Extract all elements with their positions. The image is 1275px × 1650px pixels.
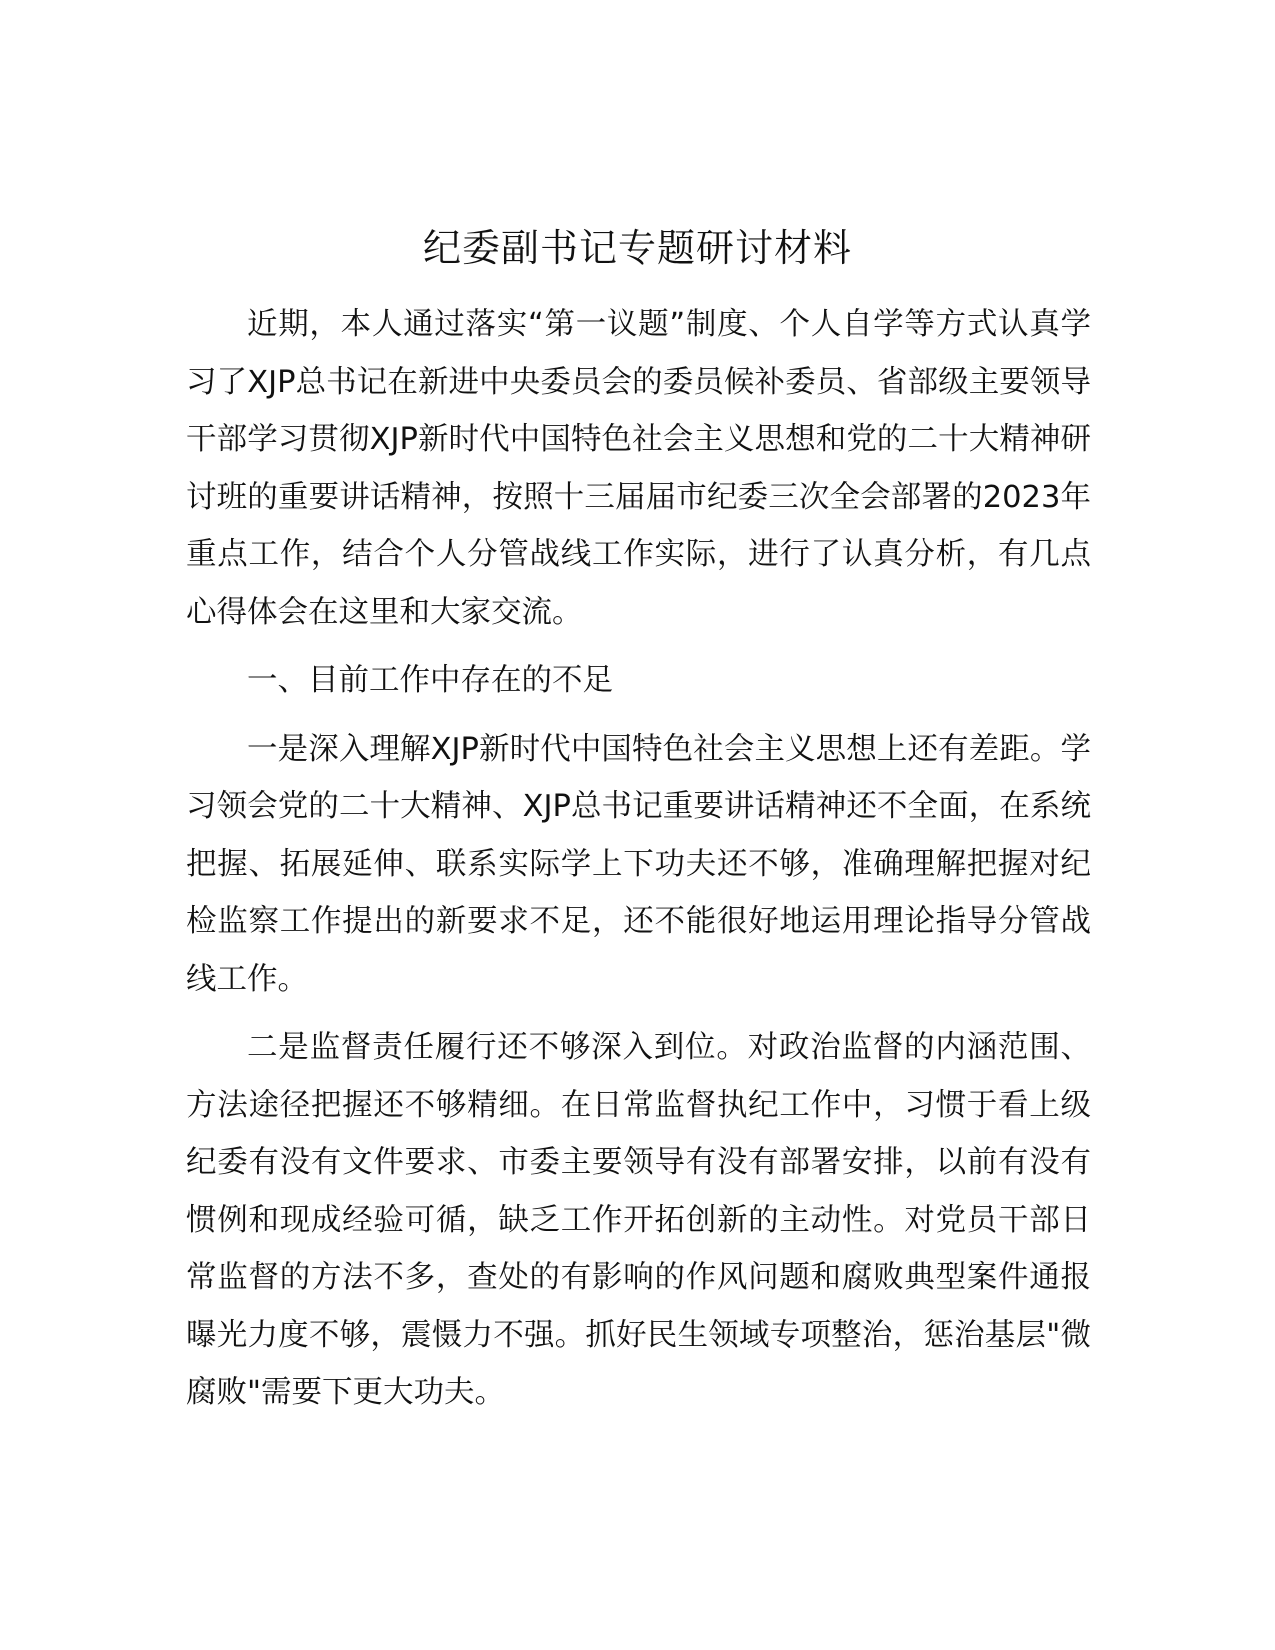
document-title: 纪委副书记专题研讨材料 <box>422 226 852 270</box>
section-heading: 一、目前工作中存在的不足 <box>247 663 613 698</box>
paragraph-point-1: 一是深入理解XJP新时代中国特色社会主义思想上还有差距。学习领会党的二十大精神、XJP总书记重要讲话精神还不全面，在系统把握、拓展延伸、联系实际学上下功夫还不够，准确理解把握对纪检监察工作提出的新要求不足，还不能很好地运用理论指导分管战线工作。 <box>186 731 1091 997</box>
document-body <box>186 296 1091 1422</box>
paragraph-point-2: 二是监督责任履行还不够深入到位。对政治监督的内涵范围、方法途径把握还不够精细。在日常监督执纪工作中，习惯于看上级纪委有没有文件要求、市委主要领导有没有部署安排，以前有没有惯例和现成经验可循，缺乏工作开拓创新的主动性。对党员干部日常监督的方法不多，查处的有影响的作风问题和腐败典型案件通报曝光力度不够，震慑力不强。抓好民生领域专项整治，惩治基层"微腐败"需要下更大功夫。 <box>186 1030 1091 1410</box>
paragraph-intro: 近期，本人通过落实“第一议题”制度、个人自学等方式认真学习了XJP总书记在新进中央委员会的委员候补委员、省部级主要领导干部学习贯彻XJP新时代中国特色社会主义思想和党的二十大精神研讨班的重要讲话精神，按照十三届届市纪委三次全会部署的2023年重点工作，结合个人分管战线工作实际，进行了认真分析，有几点心得体会在这里和大家交流。 <box>186 307 1091 630</box>
